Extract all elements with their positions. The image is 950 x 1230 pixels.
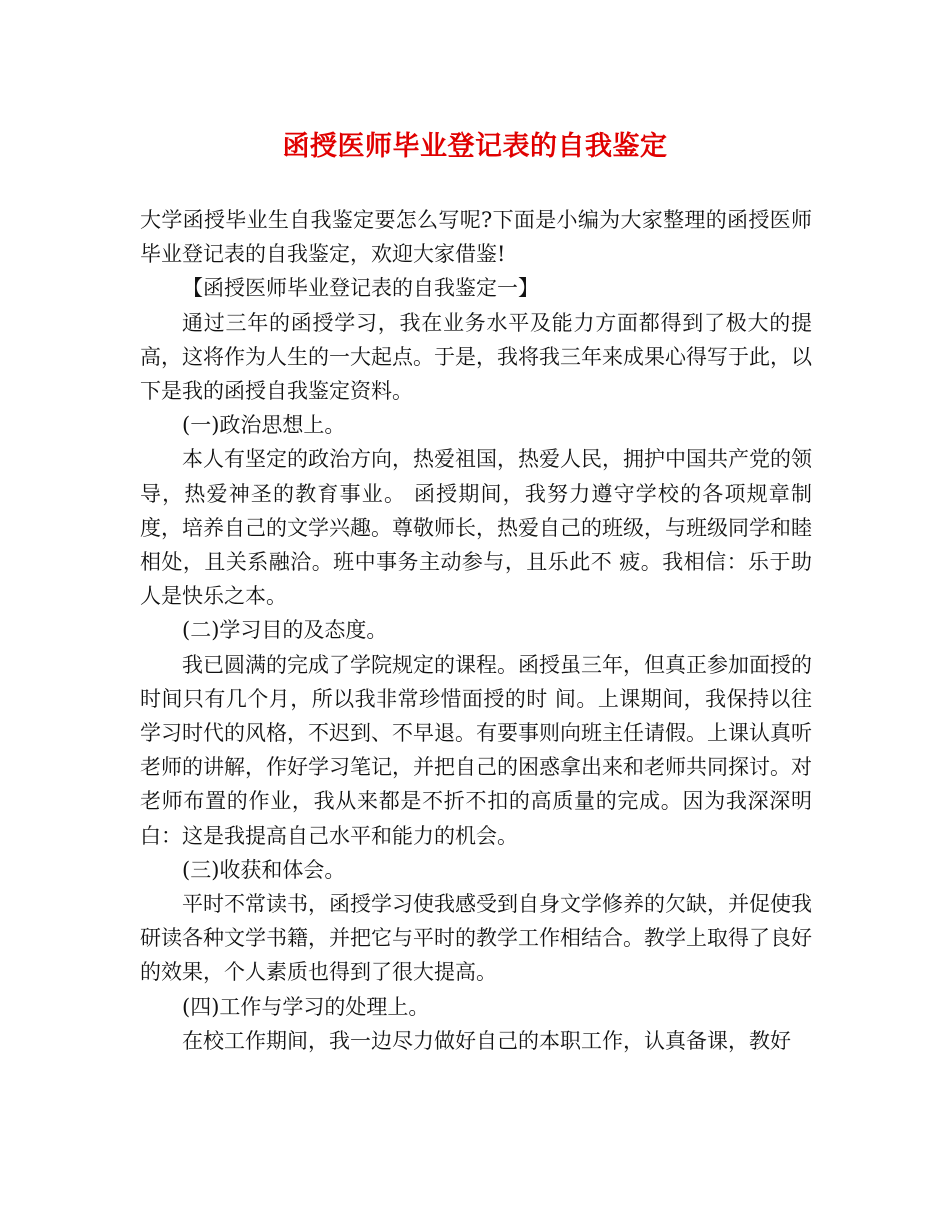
body-paragraph: 平时不常读书，函授学习使我感受到自身文学修养的欠缺，并促使我研读各种文学书籍，并把它与平时的教学工作相结合。教学上取得了良好的效果，个人素质也得到了很大提高。 [140,892,812,985]
intro-paragraph: 大学函授毕业生自我鉴定要怎么写呢?下面是小编为大家整理的函授医师毕业登记表的自我鉴定，欢迎大家借鉴! [140,208,812,267]
document-title: 函授医师毕业登记表的自我鉴定 [282,131,668,162]
body-paragraph: 我已圆满的完成了学院规定的课程。函授虽三年，但真正参加面授的时间只有几个月，所以我非常珍惜面授的时 间。上课期间，我保持以往学习时代的风格，不迟到、不早退。有要事则向班主任请假。上课认真听老师的讲解，作好学习笔记，并把自己的困惑拿出来和老师共同探讨。对老师布置的作业，我从来都是不折不扣的高质量的完成。因为我深深明白：这是我提高自己水平和能力的机会。 [140,652,812,848]
section-heading-study-attitude: (二)学习目的及态度。 [182,618,388,643]
section-heading-work-study: (四)工作与学习的处理上。 [182,994,430,1019]
document-body [140,203,812,1058]
section-heading-one: 【函授医师毕业登记表的自我鉴定一】 [182,276,539,301]
section-heading-gains: (三)收获和体会。 [182,857,346,882]
section-heading-politics: (一)政治思想上。 [182,413,346,438]
body-paragraph: 通过三年的函授学习，我在业务水平及能力方面都得到了极大的提高，这将作为人生的一大起点。于是，我将我三年来成果心得写于此，以下是我的函授自我鉴定资料。 [140,310,812,404]
body-paragraph: 在校工作期间，我一边尽力做好自己的本职工作，认真备课，教好 [182,1028,791,1053]
body-paragraph: 本人有坚定的政治方向，热爱祖国，热爱人民，拥护中国共产党的领导，热爱神圣的教育事业。 函授期间，我努力遵守学校的各项规章制度，培养自己的文学兴趣。尊敬师长，热爱自己的班级，与班级同学和睦相处，且关系融洽。班中事务主动参与，且乐此不 疲。我相信：乐于助人是快乐之本。 [140,447,812,609]
